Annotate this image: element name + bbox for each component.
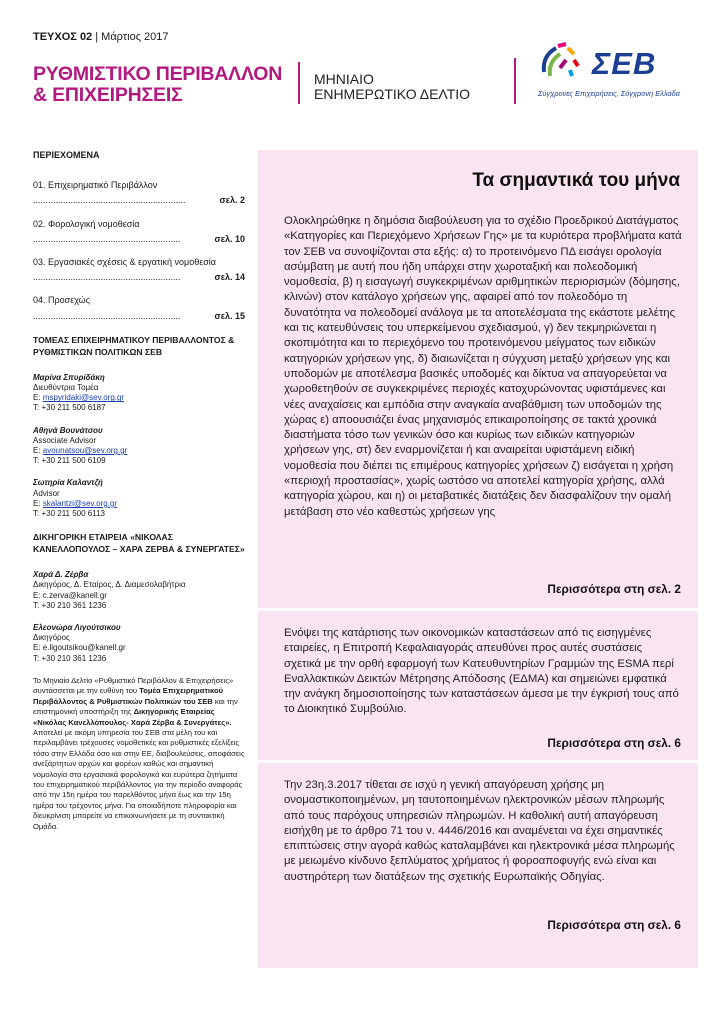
toc-item[interactable] bbox=[33, 219, 245, 244]
email-prefix: E: bbox=[33, 446, 43, 456]
toc-item-label: 02. Φορολογική νομοθεσία bbox=[33, 218, 140, 229]
email-prefix: E: bbox=[33, 498, 43, 508]
contact-card bbox=[33, 570, 245, 611]
contact-email-link[interactable]: mspyridaki@sev.org.gr bbox=[42, 393, 125, 403]
contact-email-link[interactable]: avounatsou@sev.org.gr bbox=[42, 446, 128, 456]
toc-page: σελ. 14 bbox=[214, 272, 245, 283]
contact-name: Ελεονώρα Λιγούτσικου bbox=[33, 623, 121, 633]
about-note bbox=[33, 676, 245, 832]
toc-dots: ............................................................. bbox=[33, 195, 186, 206]
header-divider-right bbox=[514, 58, 516, 104]
contact-role: Δικηγόρος bbox=[33, 633, 70, 643]
rubric-line-2: & ΕΠΙΧΕΙΡΗΣΕΙΣ bbox=[33, 84, 183, 106]
sector-heading: ΤΟΜΕΑΣ ΕΠΙΧΕΙΡΗΜΑΤΙΚΟΥ ΠΕΡΙΒΑΛΛΟΝΤΟΣ & ΡΥΘΜΙΣΤΙΚΩΝ ΠΟΛΙΤΙΚΩΝ ΣΕΒ bbox=[33, 334, 235, 357]
contact-role: Δικηγόρος, Δ. Εταίρος, Δ. Διαμεσολαβήτρια bbox=[33, 580, 186, 590]
contact-name: Χαρά Δ. Ζέρβα bbox=[33, 570, 89, 580]
contact-email[interactable]: e.ligoutsikou@kanell.gr bbox=[42, 643, 126, 653]
contact-phone: T: +30 210 361 1236 bbox=[33, 600, 107, 610]
contact-name: Μαρίνα Σπυρίδάκη bbox=[33, 372, 105, 382]
highlight-paragraph: Ολοκληρώθηκε η δημόσια διαβούλευση για το σχέδιο Προεδρικού Διατάγματος «Κατηγορίες και Περιεχόμενο Χρήσεων Γης» με τα κυριότερα προβλήματα κατά τον ΣΕΒ να συνοψίζονται στα εξής: α) το προτεινόμενο ΠΔ εισάγει ορολογία ασύμβατη με αυτή που ήδη υπάρχει στην χωροταξική και πολεοδομική νομοθεσία, β) η εισαγωγή συγκεκριμένων αριθμητικών περιορισμών (δόμησης, κλινών) στον κατάλογο χρήσεων γης, αφαιρεί από τον πολεοδόμο τη δυνατότητα να πολεοδομεί ανάλογα με τα αποτελέσματα της εκάστοτε μελέτης και τις κατευθύνσεις του υπερκείμενου σχεδιασμού, γ) δεν τεκμηριώνεται η σκοπιμότητα και το περιεχόμενο του προτεινόμενου μείγματος των ειδικών κατηγοριών χρήσεων γης, δ) διαιωνίζεται η σύγχυση μεταξύ χρήσεων γης και υποδομών με αποτέλεσμα βασικές υποδομές και δίκτυα να απαγορεύεται να χωροθετηθούν σε συγκεκριμένες περιοχές κατοχυρώνοντας υφιστάμενες και νέες αναχαίσεις και εμπόδια στην αναγκαία αναβάθμιση των υποδομών της χώρας ε) αποουσιάζει ένας μηχανισμός επικαιροποίησης σε τακτά χρονικά διαστήματα τόσο των γενικών όσο και κυρίως των ειδικών κατηγοριών χρήσεων γης, στ) δεν εναρμονίζεται ή και αναιρείται υφιστάμενη ειδική νομοθεσία που διέπει τις επιμέρους κατηγορίες χρήσεων ζ) εισάγεται η χρήση «περιοχή προστασίας», χωρίς ωστόσο να αποτελεί κατηγορία χρήσης, αλλά κατηγορία χώρου, και η) οι μεταβατικές διατάξεις δεν διασφαλίζουν την ομαλή μετάβαση στο νέο καθεστώς χρήσεων γης bbox=[284, 215, 682, 518]
toc-dots: ........................................................... bbox=[33, 233, 181, 244]
toc-title: ΠΕΡΙΕΧΟΜΕΝΑ bbox=[33, 150, 100, 160]
highlights-panel bbox=[258, 150, 698, 968]
about-text: Το Μηνιαίο Δελτίο «Ρυθμιστικό Περιβάλλον & Επιχειρήσεις» συντάσσεται με την ευθύνη του bbox=[33, 675, 234, 696]
section-divider bbox=[258, 760, 698, 763]
contact-card bbox=[33, 426, 245, 467]
about-text: και την επιστημονική υποστήριξη της bbox=[33, 696, 238, 717]
about-bold: Δικηγορικής Εταιρείας «Νικόλας Κανελλόπουλος- Χαρά Ζέρβα & Συνεργάτες». bbox=[33, 707, 232, 727]
contact-phone: T: +30 211 500 6109 bbox=[33, 456, 106, 466]
toc-dots: ........................................................... bbox=[33, 272, 181, 283]
toc-item[interactable] bbox=[33, 257, 245, 282]
highlight-paragraph: Ενόψει της κατάρτισης των οικονομικών καταστάσεων από τις εισηγμένες εταιρείες, η Επιτροπή Κεφαλαιαγοράς απευθύνει προς αυτές συστάσεις σχετικά με την ορθή εφαρμογή των Κατευθυντηρίων Γραμμών της ESMA περί Εναλλακτικών Δεικτών Μέτρησης Απόδοσης (ΕΔΜΑ) και σημειώνει εμφατικά την ανάγκη δημοσιοποίησης των καταστάσεων άμεσα με την έγκρισή τους από το Διοικητικό Συμβούλιο. bbox=[284, 627, 679, 716]
toc-page: σελ. 2 bbox=[219, 195, 245, 206]
highlights-title: Τα σημαντικά του μήνα bbox=[472, 170, 680, 191]
bulletin-line-1: ΜΗΝΙΑΙΟ bbox=[314, 71, 374, 87]
issue-line bbox=[33, 31, 169, 43]
toc-item-label: 01. Επιχειρηματικό Περιβάλλον bbox=[33, 180, 158, 191]
highlight-paragraph: Την 23η.3.2017 τίθεται σε ισχύ η γενική απαγόρευση χρήσης μη ονομαστικοποιημένων, μη ταυτοποιημένων ηλεκτρονικών μέσων πληρωμής από τους παρόχους υπηρεσιών πληρωμών. Η καθολική αυτή απαγόρευση εισήχθη με το άρθρο 71 του ν. 4446/2016 και αναμένεται να έχει σημαντικές επιπτώσεις στην αγορά καθώς καταλαμβάνει και ηλεκτρονικά μέσα πληρωμής με μειωμένο κίνδυνο ξεπλύματος χρήματος ή φοροαποφυγής ενώ είναι και αυστηρότερη των διατάξεων της σχετικής Ευρωπαϊκής Οδηγίας. bbox=[284, 779, 675, 883]
contact-role: Advisor bbox=[33, 488, 60, 498]
contact-phone: T: +30 211 500 6113 bbox=[33, 509, 105, 519]
contact-name: Αθηνά Βουνάτσου bbox=[33, 425, 103, 435]
read-more-link[interactable]: Περισσότερα στη σελ. 6 bbox=[547, 736, 681, 750]
read-more-link[interactable]: Περισσότερα στη σελ. 2 bbox=[547, 582, 681, 596]
toc-item[interactable] bbox=[33, 295, 245, 320]
section-divider bbox=[258, 608, 698, 611]
toc-item-label: 03. Εργασιακές σχέσεις & εργατική νομοθεσία bbox=[33, 257, 217, 268]
toc-page: σελ. 10 bbox=[214, 233, 245, 244]
issue-date: | Μάρτιος 2017 bbox=[95, 31, 169, 43]
contact-email[interactable]: c.zerva@kanell.gr bbox=[42, 590, 107, 600]
header-divider-left bbox=[298, 62, 300, 104]
contact-card bbox=[33, 373, 245, 414]
email-prefix: E: bbox=[33, 643, 43, 653]
logo-wordmark: ΣΕΒ bbox=[592, 46, 657, 81]
toc-item[interactable] bbox=[33, 180, 245, 205]
contact-name: Σωτηρία Καλαντζή bbox=[33, 478, 103, 488]
issue-number: ΤΕΥΧΟΣ 02 bbox=[33, 31, 93, 43]
logo-tagline: Σύγχρονες Επιχειρήσεις, Σύγχρονη Ελλάδα bbox=[538, 89, 680, 98]
contact-email-link[interactable]: skalantzi@sev.org.gr bbox=[42, 498, 118, 508]
rubric-line-1: ΡΥΘΜΙΣΤΙΚΟ ΠΕΡΙΒΑΛΛΟΝ bbox=[33, 63, 283, 85]
contact-role: Διευθύντρια Τομέα bbox=[33, 383, 99, 393]
toc-page: σελ. 15 bbox=[214, 310, 245, 321]
law-firm-heading: ΔΙΚΗΓΟΡΙΚΗ ΕΤΑΙΡΕΙΑ «ΝΙΚΟΛΑΣ ΚΑΝΕΛΛΟΠΟΥΛΟΣ – ΧΑΡΑ ΖΕΡΒΑ & ΣΥΝΕΡΓΑΤΕΣ» bbox=[33, 532, 245, 555]
contact-card bbox=[33, 478, 245, 519]
contact-phone: T: +30 210 361 1236 bbox=[33, 653, 107, 663]
contact-card bbox=[33, 623, 245, 664]
toc-item-label: 04. Προσεχώς bbox=[33, 295, 91, 306]
contact-phone: T: +30 211 500 6187 bbox=[33, 403, 106, 413]
sidebar bbox=[33, 150, 245, 832]
rubric-title bbox=[33, 64, 282, 106]
read-more-link[interactable]: Περισσότερα στη σελ. 6 bbox=[547, 918, 681, 932]
contact-role: Associate Advisor bbox=[33, 435, 97, 445]
bulletin-title bbox=[314, 72, 470, 102]
toc-dots: ........................................................... bbox=[33, 310, 181, 321]
about-bold: Τομέα Επιχειρηματικού Περιβάλλοντος & Ρυθμιστικών Πολιτικών του ΣΕΒ bbox=[33, 686, 224, 706]
email-prefix: E: bbox=[33, 393, 43, 403]
about-text: Αποτελεί με ακόμη υπηρεσία του ΣΕΒ στα μέλη του και περιλαμβάνει τρέχουσες νομοθετικές και ρυθμιστικές εξελίξεις τόσο στην Ελλάδα όσο και στην ΕΕ, διαβουλεύσεις, αποφάσεις ανεξάρτητων αρχών και φορέων καθώς και σημαντική νομολογία στα εργασιακά φορολογικά και ευρύτερα ζητήματα του επιχειρηματικού περιβάλλοντος για την περίοδο αναφοράς από την 15η ημέρα του παρελθόντος μήνα έως και την 15η ημέρα του τρέχοντος μήνα. Για οποιαδήποτε πληροφορία και διευκρίνιση μπορείτε να επικοινωνήσετε με τη συντακτική Ομάδα. bbox=[33, 727, 245, 831]
email-prefix: E: bbox=[33, 590, 43, 600]
bulletin-line-2: ΕΝΗΜΕΡΩΤΙΚΟ ΔΕΛΤΙΟ bbox=[314, 86, 471, 102]
